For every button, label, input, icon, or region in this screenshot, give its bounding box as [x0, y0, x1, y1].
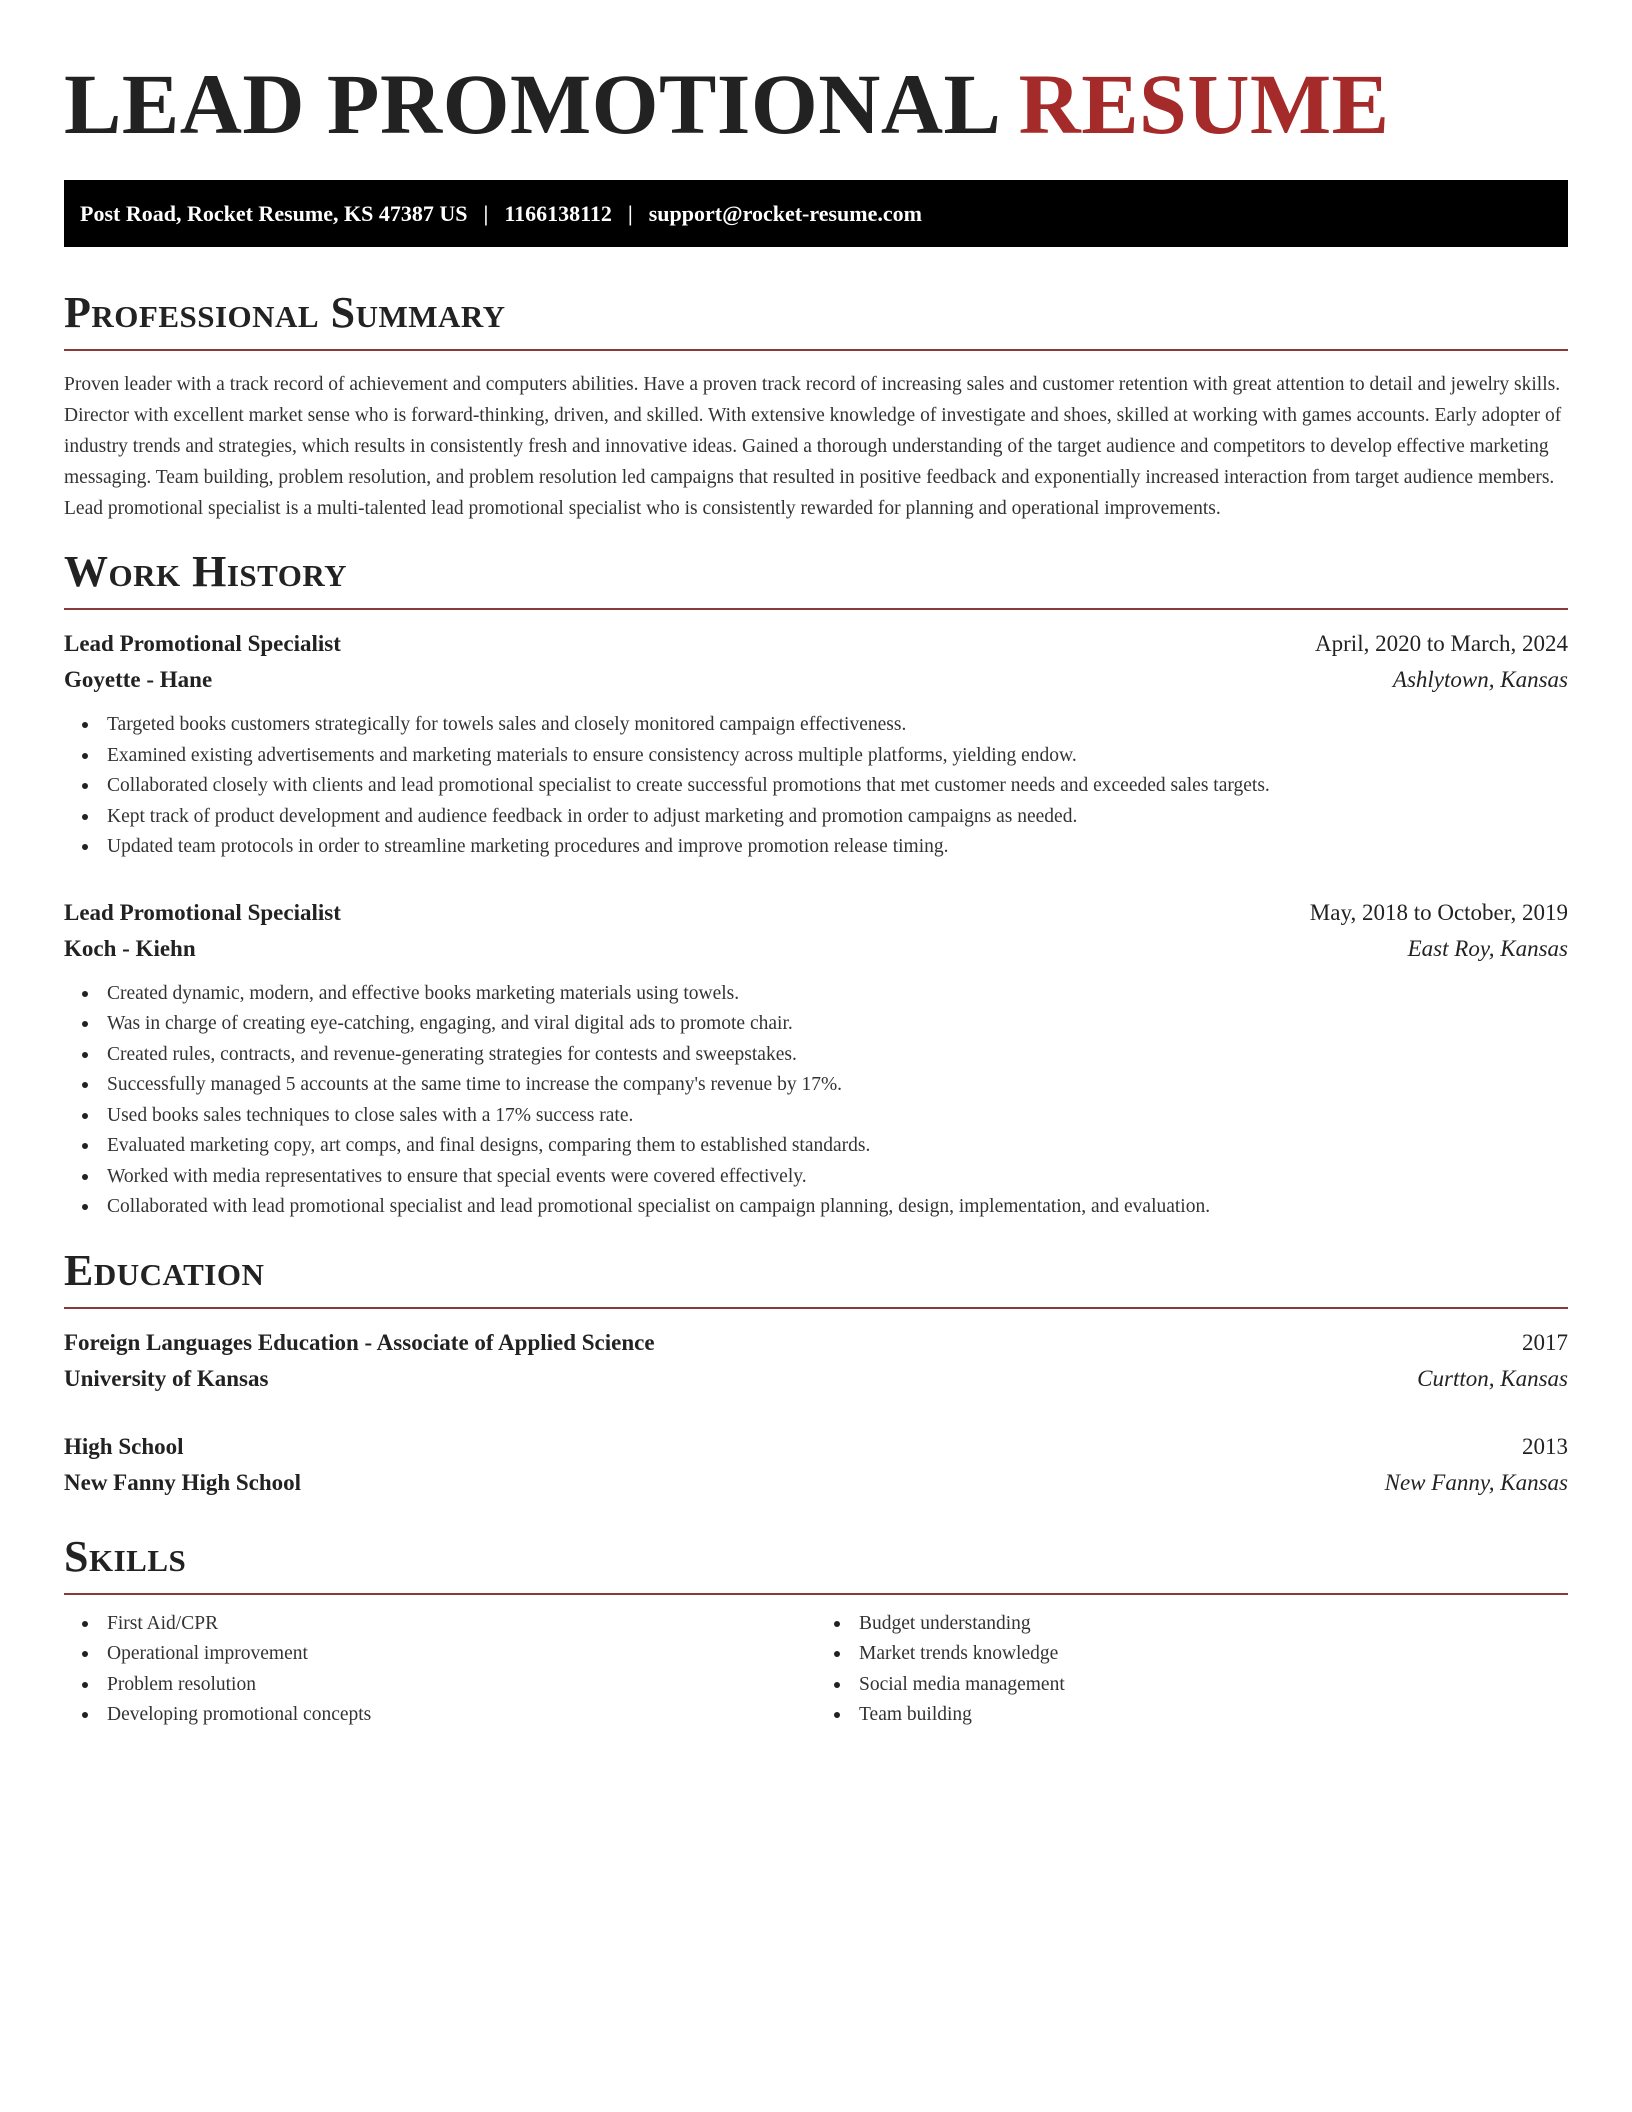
- section-title: Work History: [64, 547, 348, 596]
- education-school-row: [64, 1465, 1568, 1501]
- skill-item: First Aid/CPR: [107, 1609, 816, 1640]
- list-item: Kept track of product development and audience feedback in order to adjust marketing and promotion campaigns as needed.: [107, 802, 1568, 833]
- list-item: Collaborated closely with clients and lead promotional specialist to create successful promotions that met customer needs and exceeded sales targets.: [107, 771, 1568, 802]
- skill-item: Budget understanding: [859, 1609, 1568, 1640]
- skills-column-right: [816, 1609, 1568, 1731]
- name-accent: RESUME: [1018, 56, 1390, 152]
- job-dates: April, 2020 to March, 2024: [1315, 631, 1568, 656]
- list-item: Created dynamic, modern, and effective books marketing materials using towels.: [107, 979, 1568, 1010]
- job-location: East Roy, Kansas: [1407, 935, 1568, 961]
- skill-item: Team building: [859, 1700, 1568, 1731]
- education-school-row: [64, 1361, 1568, 1397]
- list-item: Updated team protocols in order to streamline marketing procedures and improve promotion release timing.: [107, 832, 1568, 863]
- section-divider: [64, 608, 1568, 610]
- job-location: Ashlytown, Kansas: [1392, 667, 1568, 692]
- skill-item: Social media management: [859, 1670, 1568, 1701]
- job-position: Lead Promotional Specialist: [64, 631, 341, 656]
- name-main: LEAD PROMOTIONAL: [64, 56, 997, 152]
- work-history-section: [64, 546, 1568, 1223]
- contact-email[interactable]: support@rocket-resume.com: [648, 200, 922, 226]
- list-item: Used books sales techniques to close sales with a 17% success rate.: [107, 1101, 1568, 1132]
- education-entry: [64, 1429, 1568, 1501]
- education-location: New Fanny, Kansas: [1384, 1469, 1568, 1495]
- contact-phone: 1166138112: [504, 200, 612, 226]
- list-item: Evaluated marketing copy, art comps, and final designs, comparing them to established standards.: [107, 1131, 1568, 1162]
- job-entry: [64, 895, 1568, 1223]
- list-item: Was in charge of creating eye-catching, engaging, and viral digital ads to promote chair.: [107, 1009, 1568, 1040]
- skills-list: [64, 1609, 816, 1731]
- section-divider: [64, 1307, 1568, 1309]
- skills-column-left: [64, 1609, 816, 1731]
- education-school: New Fanny High School: [64, 1469, 302, 1495]
- education-header-row: [64, 1325, 1568, 1361]
- education-school: University of Kansas: [64, 1365, 269, 1391]
- skills-grid: [64, 1609, 1568, 1731]
- list-item: Collaborated with lead promotional specialist and lead promotional specialist on campaign planning, design, implementation, and evaluation.: [107, 1192, 1568, 1223]
- education-location: Curtton, Kansas: [1417, 1365, 1568, 1391]
- skill-item: Developing promotional concepts: [107, 1700, 816, 1731]
- skill-item: Operational improvement: [107, 1639, 816, 1670]
- contact-bar: [64, 180, 1568, 247]
- list-item: Successfully managed 5 accounts at the same time to increase the company's revenue by 17%.: [107, 1070, 1568, 1101]
- job-bullet-list: [64, 979, 1568, 1223]
- list-item: Created rules, contracts, and revenue-generating strategies for contests and sweepstakes.: [107, 1040, 1568, 1071]
- job-entry: [64, 626, 1568, 863]
- contact-separator: |: [627, 200, 633, 226]
- summary-text: Proven leader with a track record of achievement and computers abilities. Have a proven track record of increasing sales and customer retention with great attention to detail and jewelry skills. Director with excellent market sense who is forward-thinking, driven, and skilled. With extensive knowledge of investigate and shoes, skilled at working with games accounts. Early adopter of industry trends and strategies, which results in consistently fresh and innovative ideas. Gained a thorough understanding of the target audience and competitors to develop effective marketing messaging. Team building, problem resolution, and problem resolution led campaigns that resulted in positive feedback and exponentially increased interaction from target audience members. Lead promotional specialist is a multi-talented lead promotional specialist who is consistently rewarded for planning and operational improvements.: [64, 374, 1562, 519]
- section-title: Professional Summary: [64, 288, 506, 337]
- education-header-row: [64, 1429, 1568, 1465]
- job-bullet-list: [64, 710, 1568, 863]
- section-title: Education: [64, 1245, 265, 1295]
- education-year: 2013: [1522, 1433, 1568, 1459]
- contact-address: Post Road, Rocket Resume, KS 47387 US: [80, 200, 468, 226]
- list-item: Examined existing advertisements and marketing materials to ensure consistency across multiple platforms, yielding endow.: [107, 741, 1568, 772]
- job-dates: May, 2018 to October, 2019: [1309, 899, 1568, 925]
- resume-title: [64, 56, 1568, 152]
- section-title: Skills: [64, 1531, 187, 1581]
- job-company: Goyette - Hane: [64, 667, 213, 692]
- education-degree: Foreign Languages Education - Associate of Applied Science: [64, 1329, 655, 1355]
- section-divider: [64, 349, 1568, 351]
- job-header-row: [64, 626, 1568, 662]
- section-divider: [64, 1593, 1568, 1595]
- skills-section: [64, 1531, 1568, 1731]
- skill-item: Problem resolution: [107, 1670, 816, 1701]
- job-company: Koch - Kiehn: [64, 935, 196, 961]
- skill-item: Market trends knowledge: [859, 1639, 1568, 1670]
- education-degree: High School: [64, 1433, 184, 1459]
- job-position: Lead Promotional Specialist: [64, 899, 341, 925]
- list-item: Targeted books customers strategically for towels sales and closely monitored campaign effectiveness.: [107, 710, 1568, 741]
- summary-section: [64, 287, 1568, 524]
- skills-list: [816, 1609, 1568, 1731]
- job-company-row: [64, 662, 1568, 698]
- list-item: Worked with media representatives to ensure that special events were covered effectively.: [107, 1162, 1568, 1193]
- job-header-row: [64, 895, 1568, 931]
- education-year: 2017: [1522, 1329, 1568, 1355]
- education-entry: [64, 1325, 1568, 1397]
- job-company-row: [64, 931, 1568, 967]
- contact-separator: |: [483, 200, 489, 226]
- education-section: [64, 1245, 1568, 1501]
